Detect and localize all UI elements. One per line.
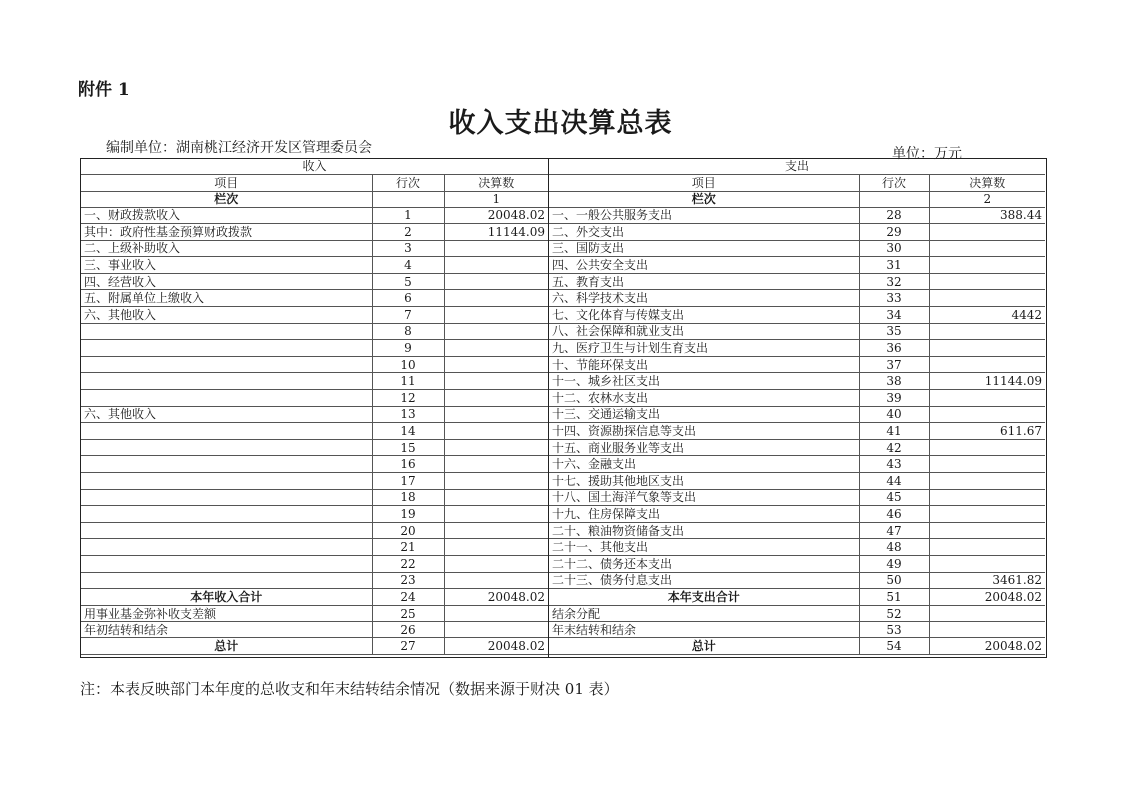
table-row bbox=[549, 224, 1045, 241]
row-amount bbox=[444, 572, 548, 589]
table-row bbox=[549, 373, 1045, 390]
row-item: 二、外交支出 bbox=[549, 224, 859, 241]
row-item: 四、公共安全支出 bbox=[549, 257, 859, 274]
row-item bbox=[81, 555, 372, 572]
row-amount bbox=[444, 356, 548, 373]
row-amount bbox=[929, 473, 1045, 490]
table-row bbox=[549, 539, 1045, 556]
column-header-amount: 决算数 bbox=[444, 174, 548, 191]
row-item bbox=[81, 323, 372, 340]
table-row bbox=[81, 323, 548, 340]
table-row bbox=[81, 555, 548, 572]
row-number: 23 bbox=[372, 572, 444, 589]
table-row bbox=[81, 406, 548, 423]
column-header-row: 行次 bbox=[372, 174, 444, 191]
row-amount bbox=[929, 622, 1045, 638]
table-row bbox=[549, 207, 1045, 224]
table-row bbox=[81, 572, 548, 589]
table-row bbox=[549, 473, 1045, 490]
row-number: 11 bbox=[372, 373, 444, 390]
row-number: 50 bbox=[859, 572, 929, 589]
page-title: 收入支出决算总表 bbox=[448, 108, 673, 139]
row-amount bbox=[444, 423, 548, 440]
row-number: 12 bbox=[372, 390, 444, 407]
unit-label: 单位：万元 bbox=[892, 146, 962, 162]
footnote: 注：本表反映部门本年度的总收支和年末结转结余情况（数据来源于财决 01 表） bbox=[80, 680, 619, 698]
column-header-item: 项目 bbox=[81, 174, 372, 191]
row-amount bbox=[444, 555, 548, 572]
row-amount bbox=[929, 323, 1045, 340]
income-table bbox=[81, 159, 548, 655]
row-number: 32 bbox=[859, 273, 929, 290]
row-item: 一、一般公共服务支出 bbox=[549, 207, 859, 224]
row-amount bbox=[929, 406, 1045, 423]
row-number: 45 bbox=[859, 489, 929, 506]
row-number: 33 bbox=[859, 290, 929, 307]
grand-total-row: 54 bbox=[859, 638, 929, 655]
year-total-row: 24 bbox=[372, 589, 444, 606]
column-label-row bbox=[372, 191, 444, 207]
organization-label: 编制单位：湖南桃江经济开发区管理委员会 bbox=[106, 140, 372, 156]
table-row bbox=[549, 522, 1045, 539]
row-number: 10 bbox=[372, 356, 444, 373]
row-item: 六、科学技术支出 bbox=[549, 290, 859, 307]
row-item: 十一、城乡社区支出 bbox=[549, 373, 859, 390]
row-item bbox=[81, 340, 372, 357]
row-amount bbox=[444, 506, 548, 523]
row-amount bbox=[929, 456, 1045, 473]
row-amount: 11144.09 bbox=[929, 373, 1045, 390]
row-number: 9 bbox=[372, 340, 444, 357]
grand-total-amount: 20048.02 bbox=[444, 638, 548, 655]
row-number: 3 bbox=[372, 240, 444, 257]
row-number: 52 bbox=[859, 606, 929, 622]
row-number: 28 bbox=[859, 207, 929, 224]
table-row bbox=[549, 423, 1045, 440]
row-amount bbox=[929, 439, 1045, 456]
row-item bbox=[81, 439, 372, 456]
row-number: 16 bbox=[372, 456, 444, 473]
row-number: 22 bbox=[372, 555, 444, 572]
year-total-amount: 20048.02 bbox=[444, 589, 548, 606]
row-item: 五、教育支出 bbox=[549, 273, 859, 290]
row-amount: 11144.09 bbox=[444, 224, 548, 241]
row-item: 六、其他收入 bbox=[81, 307, 372, 324]
row-item: 结余分配 bbox=[549, 606, 859, 622]
section-header: 支出 bbox=[549, 159, 1045, 174]
year-total-row: 51 bbox=[859, 589, 929, 606]
row-number: 2 bbox=[372, 224, 444, 241]
row-amount bbox=[929, 356, 1045, 373]
table-row bbox=[549, 290, 1045, 307]
row-item: 其中：政府性基金预算财政拨款 bbox=[81, 224, 372, 241]
row-amount bbox=[444, 373, 548, 390]
table-row bbox=[81, 473, 548, 490]
row-amount: 3461.82 bbox=[929, 572, 1045, 589]
row-item: 年末结转和结余 bbox=[549, 622, 859, 638]
row-amount bbox=[929, 606, 1045, 622]
row-amount bbox=[444, 307, 548, 324]
table-row bbox=[81, 224, 548, 241]
row-amount bbox=[929, 290, 1045, 307]
grand-total-label: 总计 bbox=[81, 638, 372, 655]
table-row bbox=[81, 456, 548, 473]
table-row bbox=[549, 323, 1045, 340]
row-number: 47 bbox=[859, 522, 929, 539]
row-amount bbox=[444, 390, 548, 407]
row-amount bbox=[444, 439, 548, 456]
table-row bbox=[549, 307, 1045, 324]
year-total-amount: 20048.02 bbox=[929, 589, 1045, 606]
row-number: 49 bbox=[859, 555, 929, 572]
row-item: 十二、农林水支出 bbox=[549, 390, 859, 407]
column-header-item: 项目 bbox=[549, 174, 859, 191]
column-label-header: 栏次 bbox=[81, 191, 372, 207]
row-item: 一、财政拨款收入 bbox=[81, 207, 372, 224]
row-amount: 388.44 bbox=[929, 207, 1045, 224]
column-label-number: 2 bbox=[929, 191, 1045, 207]
expense-section bbox=[549, 159, 1045, 657]
row-amount bbox=[929, 257, 1045, 274]
table-row bbox=[549, 240, 1045, 257]
attachment-label: 附件 1 bbox=[78, 80, 130, 100]
row-number: 38 bbox=[859, 373, 929, 390]
row-number: 34 bbox=[859, 307, 929, 324]
row-item: 二十二、债务还本支出 bbox=[549, 555, 859, 572]
row-amount bbox=[444, 456, 548, 473]
grand-total-label: 总计 bbox=[549, 638, 859, 655]
table-row bbox=[549, 489, 1045, 506]
row-number: 1 bbox=[372, 207, 444, 224]
row-number: 43 bbox=[859, 456, 929, 473]
table-row bbox=[549, 506, 1045, 523]
table-row bbox=[81, 439, 548, 456]
row-item: 三、国防支出 bbox=[549, 240, 859, 257]
table-row bbox=[81, 356, 548, 373]
row-amount bbox=[444, 257, 548, 274]
table-row bbox=[81, 273, 548, 290]
table-row bbox=[549, 456, 1045, 473]
row-item bbox=[81, 390, 372, 407]
row-item bbox=[81, 522, 372, 539]
row-amount: 20048.02 bbox=[444, 207, 548, 224]
row-number: 15 bbox=[372, 439, 444, 456]
row-number: 40 bbox=[859, 406, 929, 423]
table-row bbox=[549, 406, 1045, 423]
row-amount bbox=[444, 522, 548, 539]
column-label-header: 栏次 bbox=[549, 191, 859, 207]
row-number: 31 bbox=[859, 257, 929, 274]
table-row bbox=[549, 555, 1045, 572]
row-item: 二十、粮油物资储备支出 bbox=[549, 522, 859, 539]
row-number: 4 bbox=[372, 257, 444, 274]
row-item bbox=[81, 356, 372, 373]
row-item bbox=[81, 423, 372, 440]
row-number: 30 bbox=[859, 240, 929, 257]
row-number: 41 bbox=[859, 423, 929, 440]
table-row bbox=[81, 257, 548, 274]
table-row bbox=[81, 290, 548, 307]
table-row bbox=[81, 373, 548, 390]
row-item: 二十一、其他支出 bbox=[549, 539, 859, 556]
row-amount bbox=[929, 224, 1045, 241]
row-item: 四、经营收入 bbox=[81, 273, 372, 290]
column-label-number: 1 bbox=[444, 191, 548, 207]
row-number: 14 bbox=[372, 423, 444, 440]
row-amount: 4442 bbox=[929, 307, 1045, 324]
column-header-amount: 决算数 bbox=[929, 174, 1045, 191]
row-amount bbox=[444, 606, 548, 622]
table-row bbox=[81, 539, 548, 556]
table-row bbox=[81, 423, 548, 440]
row-number: 29 bbox=[859, 224, 929, 241]
table-row bbox=[81, 340, 548, 357]
row-amount bbox=[444, 622, 548, 638]
row-amount bbox=[929, 555, 1045, 572]
row-item bbox=[81, 539, 372, 556]
summary-table bbox=[80, 158, 1047, 658]
row-number: 5 bbox=[372, 273, 444, 290]
row-amount bbox=[929, 522, 1045, 539]
row-item: 十三、交通运输支出 bbox=[549, 406, 859, 423]
expense-table bbox=[549, 159, 1045, 655]
row-number: 25 bbox=[372, 606, 444, 622]
row-item: 十七、援助其他地区支出 bbox=[549, 473, 859, 490]
row-number: 37 bbox=[859, 356, 929, 373]
year-total-label: 本年收入合计 bbox=[81, 589, 372, 606]
row-number: 8 bbox=[372, 323, 444, 340]
table-row bbox=[549, 273, 1045, 290]
row-amount bbox=[444, 473, 548, 490]
income-section bbox=[81, 159, 549, 657]
row-amount bbox=[929, 340, 1045, 357]
table-row bbox=[549, 572, 1045, 589]
grand-total-amount: 20048.02 bbox=[929, 638, 1045, 655]
table-row bbox=[81, 307, 548, 324]
row-item bbox=[81, 506, 372, 523]
table-row bbox=[549, 356, 1045, 373]
table-row bbox=[81, 522, 548, 539]
table-row bbox=[549, 390, 1045, 407]
row-amount bbox=[444, 539, 548, 556]
row-item: 用事业基金弥补收支差额 bbox=[81, 606, 372, 622]
row-amount bbox=[929, 506, 1045, 523]
year-total-label: 本年支出合计 bbox=[549, 589, 859, 606]
row-number: 46 bbox=[859, 506, 929, 523]
row-item: 十四、资源勘探信息等支出 bbox=[549, 423, 859, 440]
row-item: 七、文化体育与传媒支出 bbox=[549, 307, 859, 324]
table-row bbox=[549, 439, 1045, 456]
column-header-row: 行次 bbox=[859, 174, 929, 191]
row-amount bbox=[444, 406, 548, 423]
row-number: 17 bbox=[372, 473, 444, 490]
row-number: 26 bbox=[372, 622, 444, 638]
row-amount bbox=[444, 340, 548, 357]
row-amount bbox=[929, 390, 1045, 407]
row-item: 十、节能环保支出 bbox=[549, 356, 859, 373]
row-item bbox=[81, 473, 372, 490]
row-item: 九、医疗卫生与计划生育支出 bbox=[549, 340, 859, 357]
row-number: 35 bbox=[859, 323, 929, 340]
row-amount bbox=[444, 489, 548, 506]
row-item: 二、上级补助收入 bbox=[81, 240, 372, 257]
row-number: 19 bbox=[372, 506, 444, 523]
row-item: 六、其他收入 bbox=[81, 406, 372, 423]
row-amount bbox=[929, 489, 1045, 506]
row-amount: 611.67 bbox=[929, 423, 1045, 440]
row-item: 年初结转和结余 bbox=[81, 622, 372, 638]
row-amount bbox=[929, 240, 1045, 257]
row-amount bbox=[444, 290, 548, 307]
row-number: 36 bbox=[859, 340, 929, 357]
row-amount bbox=[929, 273, 1045, 290]
table-row bbox=[81, 390, 548, 407]
row-item bbox=[81, 489, 372, 506]
row-item: 五、附属单位上缴收入 bbox=[81, 290, 372, 307]
row-item bbox=[81, 572, 372, 589]
column-label-row bbox=[859, 191, 929, 207]
table-row bbox=[549, 257, 1045, 274]
row-number: 7 bbox=[372, 307, 444, 324]
row-item: 八、社会保障和就业支出 bbox=[549, 323, 859, 340]
row-item: 十九、住房保障支出 bbox=[549, 506, 859, 523]
row-item bbox=[81, 373, 372, 390]
table-row bbox=[81, 240, 548, 257]
row-number: 21 bbox=[372, 539, 444, 556]
row-number: 13 bbox=[372, 406, 444, 423]
row-amount bbox=[929, 539, 1045, 556]
row-item: 三、事业收入 bbox=[81, 257, 372, 274]
table-row bbox=[81, 207, 548, 224]
table-row bbox=[81, 489, 548, 506]
table-row bbox=[81, 506, 548, 523]
row-item bbox=[81, 456, 372, 473]
row-number: 6 bbox=[372, 290, 444, 307]
row-item: 十八、国土海洋气象等支出 bbox=[549, 489, 859, 506]
row-number: 39 bbox=[859, 390, 929, 407]
row-item: 十六、金融支出 bbox=[549, 456, 859, 473]
row-amount bbox=[444, 273, 548, 290]
table-row bbox=[549, 340, 1045, 357]
row-number: 48 bbox=[859, 539, 929, 556]
row-number: 53 bbox=[859, 622, 929, 638]
row-amount bbox=[444, 240, 548, 257]
row-amount bbox=[444, 323, 548, 340]
section-header: 收入 bbox=[81, 159, 548, 174]
row-number: 44 bbox=[859, 473, 929, 490]
row-number: 20 bbox=[372, 522, 444, 539]
row-number: 18 bbox=[372, 489, 444, 506]
row-number: 42 bbox=[859, 439, 929, 456]
row-item: 二十三、债务付息支出 bbox=[549, 572, 859, 589]
grand-total-row: 27 bbox=[372, 638, 444, 655]
row-item: 十五、商业服务业等支出 bbox=[549, 439, 859, 456]
